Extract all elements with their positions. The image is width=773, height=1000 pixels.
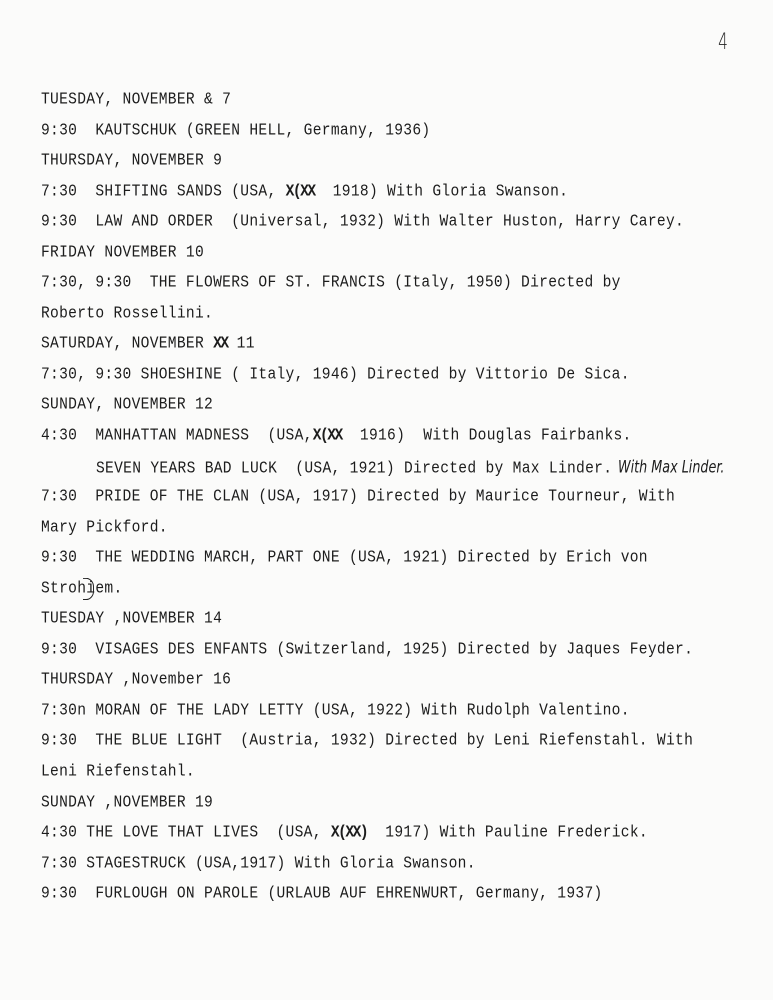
film-schedule xyxy=(41,85,761,910)
entry-text: 1917) With Pauline Frederick. xyxy=(367,824,648,843)
film-entry xyxy=(41,175,761,209)
day-heading: THURSDAY, NOVEMBER 9 xyxy=(41,152,223,171)
heading-text: SATURDAY, NOVEMBER xyxy=(41,335,214,354)
day-heading: TUESDAY, NOVEMBER & 7 xyxy=(41,91,232,109)
film-entry: 7:30, 9:30 SHOESHINE ( Italy, 1946) Directed by Vittorio De Sica. xyxy=(41,365,630,384)
film-entry: 9:30 VISAGES DES ENFANTS (Switzerland, 1925) Directed by Jaques Feyder. xyxy=(41,640,694,659)
entry-text: Stroh xyxy=(41,579,87,598)
film-entry xyxy=(41,816,761,850)
struck-out-text: XX xyxy=(213,335,228,354)
entry-text: SEVEN YEARS BAD LUCK (USA, 1921) Directed by Max Linder. xyxy=(96,459,613,478)
film-entry: 9:30 LAW AND ORDER (Universal, 1932) With Walter Huston, Harry Carey. xyxy=(41,213,685,232)
day-heading xyxy=(41,328,761,362)
entry-text: 4:30 MANHATTAN MADNESS (USA, xyxy=(41,427,313,445)
film-entry: 9:30 FURLOUGH ON PAROLE (URLAUB AUF EHRENWURT, Germany, 1937) xyxy=(41,885,603,904)
struck-out-text: X(XX) xyxy=(330,824,368,843)
film-entry: 7:30 PRIDE OF THE CLAN (USA, 1917) Directed by Maurice Tourneur, With xyxy=(41,488,676,507)
entry-text: 1916) With Douglas Fairbanks. xyxy=(341,427,632,445)
page-number: 4 xyxy=(718,30,728,55)
day-heading: SUNDAY, NOVEMBER 12 xyxy=(41,396,214,415)
entry-text: em. xyxy=(95,579,123,598)
entry-text: 7:30 SHIFTING SANDS (USA, xyxy=(41,182,286,201)
day-heading: FRIDAY NOVEMBER 10 xyxy=(41,243,205,262)
film-entry: 9:30 THE WEDDING MARCH, PART ONE (USA, 1921) Directed by Erich von xyxy=(41,549,648,568)
film-entry: 9:30 KAUTSCHUK (GREEN HELL, Germany, 1936) xyxy=(41,121,431,140)
struck-out-text: X(XX xyxy=(312,427,342,445)
film-entry: 9:30 THE BLUE LIGHT (Austria, 1932) Directed by Leni Riefenstahl. With xyxy=(41,732,694,751)
film-entry-continuation xyxy=(41,572,761,606)
film-entry-continuation: Leni Riefenstahl. xyxy=(41,763,195,781)
film-entry: 7:30 STAGESTRUCK (USA,1917) With Gloria Swanson. xyxy=(41,854,476,873)
transposition-mark: i xyxy=(86,572,95,606)
film-entry: 7:30n MORAN OF THE LADY LETTY (USA, 1922) With Rudolph Valentino. xyxy=(41,701,630,720)
film-entry-continuation: Roberto Rossellini. xyxy=(41,304,214,323)
entry-text: 4:30 THE LOVE THAT LIVES (USA, xyxy=(41,824,331,843)
film-entry xyxy=(41,450,761,484)
day-heading: TUESDAY ,NOVEMBER 14 xyxy=(41,610,223,629)
handwritten-annotation: With Max Linder. xyxy=(618,456,725,477)
film-entry-continuation: Mary Pickford. xyxy=(41,518,168,537)
day-heading: SUNDAY ,NOVEMBER 19 xyxy=(41,793,214,812)
day-heading: THURSDAY ,November 16 xyxy=(41,671,232,690)
struck-out-text: X(XX xyxy=(285,182,315,201)
entry-text: 1918) With Gloria Swanson. xyxy=(314,182,569,201)
film-entry: 7:30, 9:30 THE FLOWERS OF ST. FRANCIS (Italy, 1950) Directed by xyxy=(41,274,621,293)
film-entry xyxy=(41,419,761,453)
heading-text: 11 xyxy=(227,335,255,354)
